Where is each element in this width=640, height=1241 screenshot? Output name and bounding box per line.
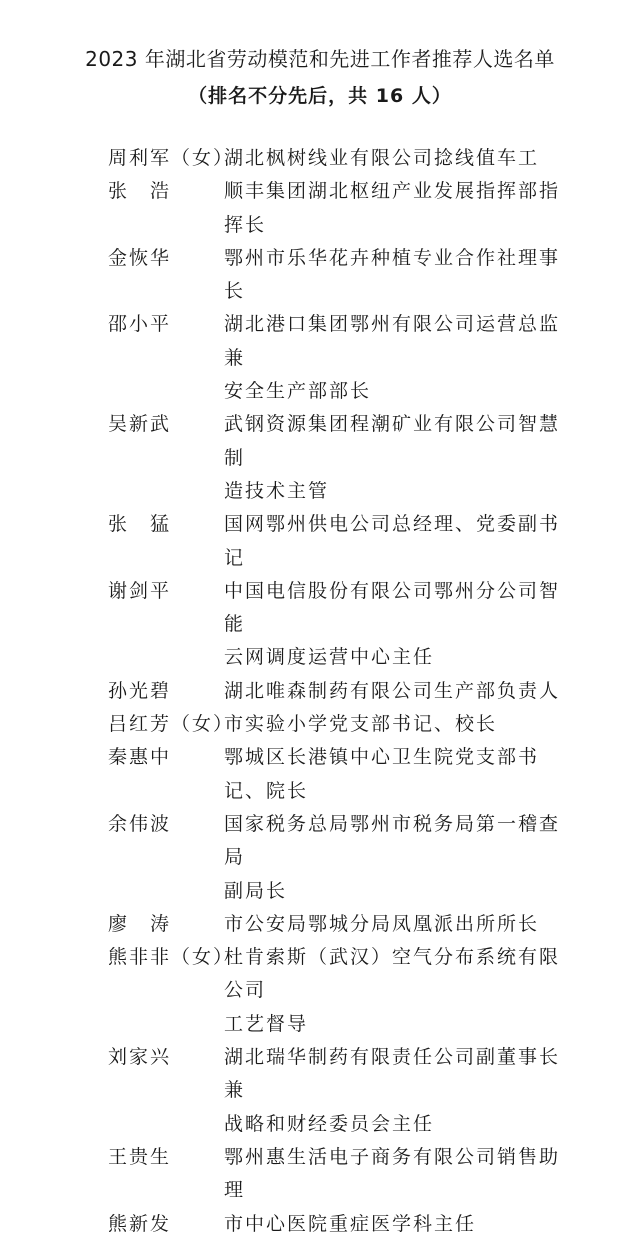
nominee-name: 余伟波 [108, 812, 172, 835]
nominee-role: 武钢资源集团程潮矿业有限公司智慧制 造技术主管 [224, 413, 561, 502]
nominee-role: 中国电信股份有限公司鄂州分公司智能 云网调度运营中心主任 [224, 579, 561, 669]
nominee-role: 市实验小学党支部书记、校长 [224, 713, 498, 736]
nominee-name: 谢剑平 [108, 579, 172, 602]
nominee-name: 张 浩 [108, 180, 172, 203]
nominee-name: 张 猛 [108, 513, 172, 536]
nominee-role: 国网鄂州供电公司总经理、党委副书记 [224, 513, 561, 569]
list-item [108, 175, 578, 242]
list-item [108, 675, 578, 708]
nominee-name: 吕红芳（女） [108, 713, 235, 736]
list-item [108, 308, 578, 408]
nominee-name: 熊新发 [108, 1212, 172, 1235]
nominee-name: 孙光碧 [108, 679, 172, 702]
list-item [108, 142, 578, 175]
nominee-name: 刘家兴 [108, 1046, 172, 1069]
document-subtitle: （排名不分先后，共 16 人） [188, 85, 452, 107]
nominee-name: 秦惠中 [108, 746, 172, 769]
list-item [108, 1208, 578, 1241]
list-item [108, 708, 578, 741]
list-item [108, 1041, 578, 1141]
list-item [108, 941, 578, 1041]
nominee-role: 湖北港口集团鄂州有限公司运营总监兼 安全生产部部长 [224, 313, 561, 403]
list-item [108, 408, 578, 508]
list-item [108, 741, 578, 808]
nominee-name: 吴新武 [108, 413, 172, 436]
nominee-role: 湖北枫树线业有限公司捻线值车工 [224, 147, 540, 169]
nominee-role: 市公安局鄂城分局凤凰派出所所长 [224, 912, 540, 935]
list-item [108, 575, 578, 675]
nominee-role: 鄂州市乐华花卉种植专业合作社理事长 [224, 246, 561, 303]
document-title: 2023 年湖北省劳动模范和先进工作者推荐人选名单 [85, 47, 555, 71]
nominee-role: 市中心医院重症医学科主任 [224, 1212, 477, 1235]
nominee-name: 王贵生 [108, 1145, 172, 1168]
list-item [108, 808, 578, 908]
nominee-role: 湖北唯森制药有限公司生产部负责人 [224, 679, 561, 702]
nominee-role: 湖北瑞华制药有限责任公司副董事长兼 战略和财经委员会主任 [224, 1046, 561, 1135]
list-item [108, 242, 578, 309]
nominee-role: 鄂城区长港镇中心卫生院党支部书记、院长 [224, 746, 540, 802]
list-item [108, 508, 578, 575]
nominee-name: 邵小平 [108, 313, 172, 336]
nominee-role: 鄂州惠生活电子商务有限公司销售助理 [224, 1145, 561, 1202]
nominee-name: 廖 涛 [108, 912, 172, 935]
nominee-list [108, 142, 578, 1241]
nominee-name: 周利军（女） [108, 147, 235, 169]
nominee-role: 国家税务总局鄂州市税务局第一稽查局 副局长 [224, 812, 561, 902]
nominee-role: 顺丰集团湖北枢纽产业发展指挥部指挥长 [224, 180, 561, 236]
list-item [108, 908, 578, 941]
nominee-name: 金恢华 [108, 246, 172, 269]
nominee-name: 熊非非（女） [108, 946, 235, 969]
list-item [108, 1141, 578, 1208]
nominee-role: 杜肯索斯（武汉）空气分布系统有限公司 工艺督导 [224, 946, 561, 1035]
